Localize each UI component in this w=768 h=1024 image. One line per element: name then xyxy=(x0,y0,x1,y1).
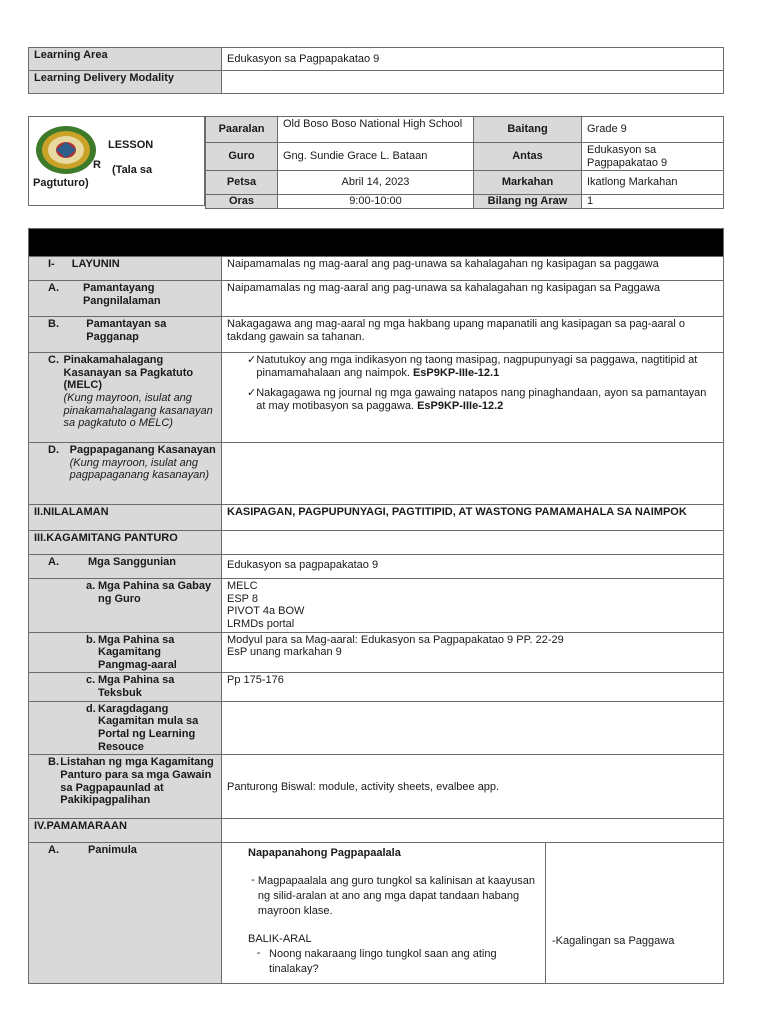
b-value: Nakagagawa ang mag-aaral ng mga hakbang upang mapanatili ang kasipagan sa pag-aaral o takdang gawain sa tahanan. xyxy=(222,317,724,353)
d-note: (Kung mayroon, isulat ang pagpapaganang kasanayan) xyxy=(69,456,210,482)
a-label: Pamantayang Pangnilalaman xyxy=(82,282,161,307)
check-icon: ✓ xyxy=(247,354,257,366)
balik-title: BALIK-ARAL xyxy=(248,932,312,945)
gabay-line: PIVOT 4a BOW xyxy=(227,605,305,618)
panimula-main-col xyxy=(222,843,546,983)
teksbuk-label: Mga Pahina sa Teksbuk xyxy=(98,674,175,700)
paalala-title: Napapanahong Pagpapaalala xyxy=(248,847,401,860)
antas-value: Edukasyon sa Pagpapakatao 9 xyxy=(582,143,724,171)
paalala-item: Magpapaalala ang guro tungkol sa kalinisan at kaayusan ng silid-aralan at ano ang mga dapat tandaan habang mayroon klase. xyxy=(257,874,535,917)
d-num: D. xyxy=(48,444,59,456)
modality-value xyxy=(222,71,724,94)
lesson-subtitle: (Tala sa xyxy=(112,164,153,176)
kagamitang-label: Mga Pahina sa Kagamitang Pangmag-aaral xyxy=(98,633,177,671)
layunin-row-label xyxy=(29,257,222,281)
c-item1-code: EsP9KP-IIIe-12.1 xyxy=(412,366,500,379)
petsa-value: Abril 14, 2023 xyxy=(278,171,474,195)
nilalaman-label: II.NILALAMAN xyxy=(29,505,222,531)
listahan-row-label xyxy=(29,755,222,819)
check-icon: ✓ xyxy=(247,387,257,400)
oras-value: 9:00-10:00 xyxy=(278,195,474,209)
gabay-row-label xyxy=(29,579,222,633)
gabay-label: Mga Pahina sa Gabay ng Guro xyxy=(98,580,212,605)
lesson-plan-table xyxy=(28,228,724,984)
gabay-line: MELC xyxy=(227,580,258,592)
panimula-num: A. xyxy=(48,844,59,857)
lesson-title: LESSON xyxy=(108,139,154,151)
layunin-value: Naipamamalas ng mag-aaral ang pag-unawa sa kahalagahan ng kasipagan sa paggawa xyxy=(222,257,724,281)
baitang-label: Baitang xyxy=(474,117,582,143)
layunin-label: LAYUNIN xyxy=(71,258,120,270)
sanggunian-num: A. xyxy=(48,556,59,568)
balik-item: Noong nakaraang lingo tungkol saan ang ating tinalakay? xyxy=(269,948,497,975)
listahan-value: Panturong Biswal: module, activity sheets, evalbee app. xyxy=(222,755,724,819)
markahan-label: Markahan xyxy=(474,171,582,195)
a-value: Naipamamalas ng mag-aaral ang pag-unawa sa kahalagahan ng kasipagan sa Paggawa xyxy=(222,281,724,317)
guro-value: Gng. Sundie Grace L. Bataan xyxy=(278,143,474,171)
kagamitan-label: III.KAGAMITANG PANTURO xyxy=(29,531,222,555)
modality-label: Learning Delivery Modality xyxy=(29,71,222,94)
c-item2-text: Nakagagawa ng journal ng mga gawaing natapos nang pinaghandaan, ayon sa pamantayan at may motibasyon sa paggawa. xyxy=(256,387,707,412)
gabay-value xyxy=(222,579,724,633)
teksbuk-value: Pp 175-176 xyxy=(222,673,724,701)
teksbuk-row-label xyxy=(29,673,222,701)
nilalaman-value: KASIPAGAN, PAGPUPUNYAGI, PAGTITIPID, AT WASTONG PAMAMAHALA SA NAIMPOK xyxy=(222,505,724,531)
panimula-label: Panimula xyxy=(88,844,137,857)
dash-icon: - xyxy=(256,947,261,960)
learning-area-table xyxy=(28,47,724,94)
karagdagang-row-label xyxy=(29,701,222,755)
listahan-num: B. xyxy=(48,756,59,769)
d-value xyxy=(222,443,724,505)
panimula-value xyxy=(222,843,724,984)
d-row-label xyxy=(29,443,222,505)
lesson-info-table xyxy=(205,116,724,209)
kagamitang-line2: EsP unang markahan 9 xyxy=(227,646,342,659)
a-num: A. xyxy=(48,282,59,294)
bilang-label: Bilang ng Araw xyxy=(474,195,582,209)
sanggunian-row-label xyxy=(29,555,222,579)
learning-area-value: Edukasyon sa Pagpapakatao 9 xyxy=(222,48,724,71)
kagamitang-line1: Modyul para sa Mag-aaral: Edukasyon sa Pagpapakatao 9 PP. 22-29 xyxy=(227,633,564,646)
pamamaraan-label: IV.PAMAMARAAN xyxy=(29,819,222,843)
lesson-title-r: R xyxy=(93,159,101,171)
kagamitang-value xyxy=(222,632,724,673)
b-label: Pamantayan sa Pagganap xyxy=(86,318,167,343)
lesson-subtitle-2: Pagtuturo) xyxy=(33,177,89,189)
pamamaraan-value xyxy=(222,819,724,843)
kagamitang-row-label xyxy=(29,632,222,673)
karagdagang-num: d. xyxy=(86,702,96,715)
layunin-num: I- xyxy=(48,258,55,270)
b-num: B. xyxy=(48,318,59,330)
c-label: Pinakamahalagang Kasanayan sa Pagkatuto (MELC) xyxy=(63,354,194,392)
kagamitan-value xyxy=(222,531,724,555)
guro-label: Guro xyxy=(206,143,278,171)
gabay-line: LRMDs portal xyxy=(227,617,295,630)
sanggunian-value: Edukasyon sa pagpapakatao 9 xyxy=(222,555,724,579)
markahan-value: Ikatlong Markahan xyxy=(582,171,724,195)
paaralan-label: Paaralan xyxy=(206,117,278,143)
listahan-label: Listahan ng mga Kagamitang Panturo para sa mga Gawain sa Pagpapaunlad at Pakikipagpalihan xyxy=(60,756,214,807)
baitang-value: Grade 9 xyxy=(582,117,724,143)
gabay-line: ESP 8 xyxy=(227,592,258,605)
gabay-num: a. xyxy=(86,580,96,592)
balik-answer: -Kagalingan sa Paggawa xyxy=(552,935,675,948)
karagdagang-value xyxy=(222,701,724,755)
school-seal-logo xyxy=(34,124,98,176)
learning-area-label: Learning Area xyxy=(29,48,222,71)
c-row-label xyxy=(29,353,222,443)
kagamitang-num: b. xyxy=(86,633,96,646)
a-row-label xyxy=(29,281,222,317)
c-value xyxy=(222,353,724,443)
bilang-value: 1 xyxy=(582,195,724,209)
sanggunian-label: Mga Sanggunian xyxy=(88,556,176,568)
karagdagang-label: Karagdagang Kagamitan mula sa Portal ng Learning Resouce xyxy=(98,702,199,753)
teksbuk-num: c. xyxy=(86,674,96,687)
oras-label: Oras xyxy=(206,195,278,209)
c-num: C. xyxy=(48,354,59,366)
d-label: Pagpapaganang Kasanayan xyxy=(69,444,216,456)
c-note: (Kung mayroon, isulat ang pinakamahalagang kasanayan sa pagkatuto o MELC) xyxy=(63,391,213,430)
b-row-label xyxy=(29,317,222,353)
header-bar xyxy=(29,229,724,257)
dash-icon: - xyxy=(251,873,255,886)
c-item1-text: Natutukoy ang mga indikasyon ng taong masipag, nagpupunyagi sa paggawa, nagtitipid at pinamamahalaan ang naimpok. xyxy=(256,354,698,379)
petsa-label: Petsa xyxy=(206,171,278,195)
antas-label: Antas xyxy=(474,143,582,171)
panimula-row-label xyxy=(29,843,222,984)
paaralan-value: Old Boso Boso National High School xyxy=(278,117,474,143)
c-item2-code: EsP9KP-IIIe-12.2 xyxy=(417,399,504,412)
